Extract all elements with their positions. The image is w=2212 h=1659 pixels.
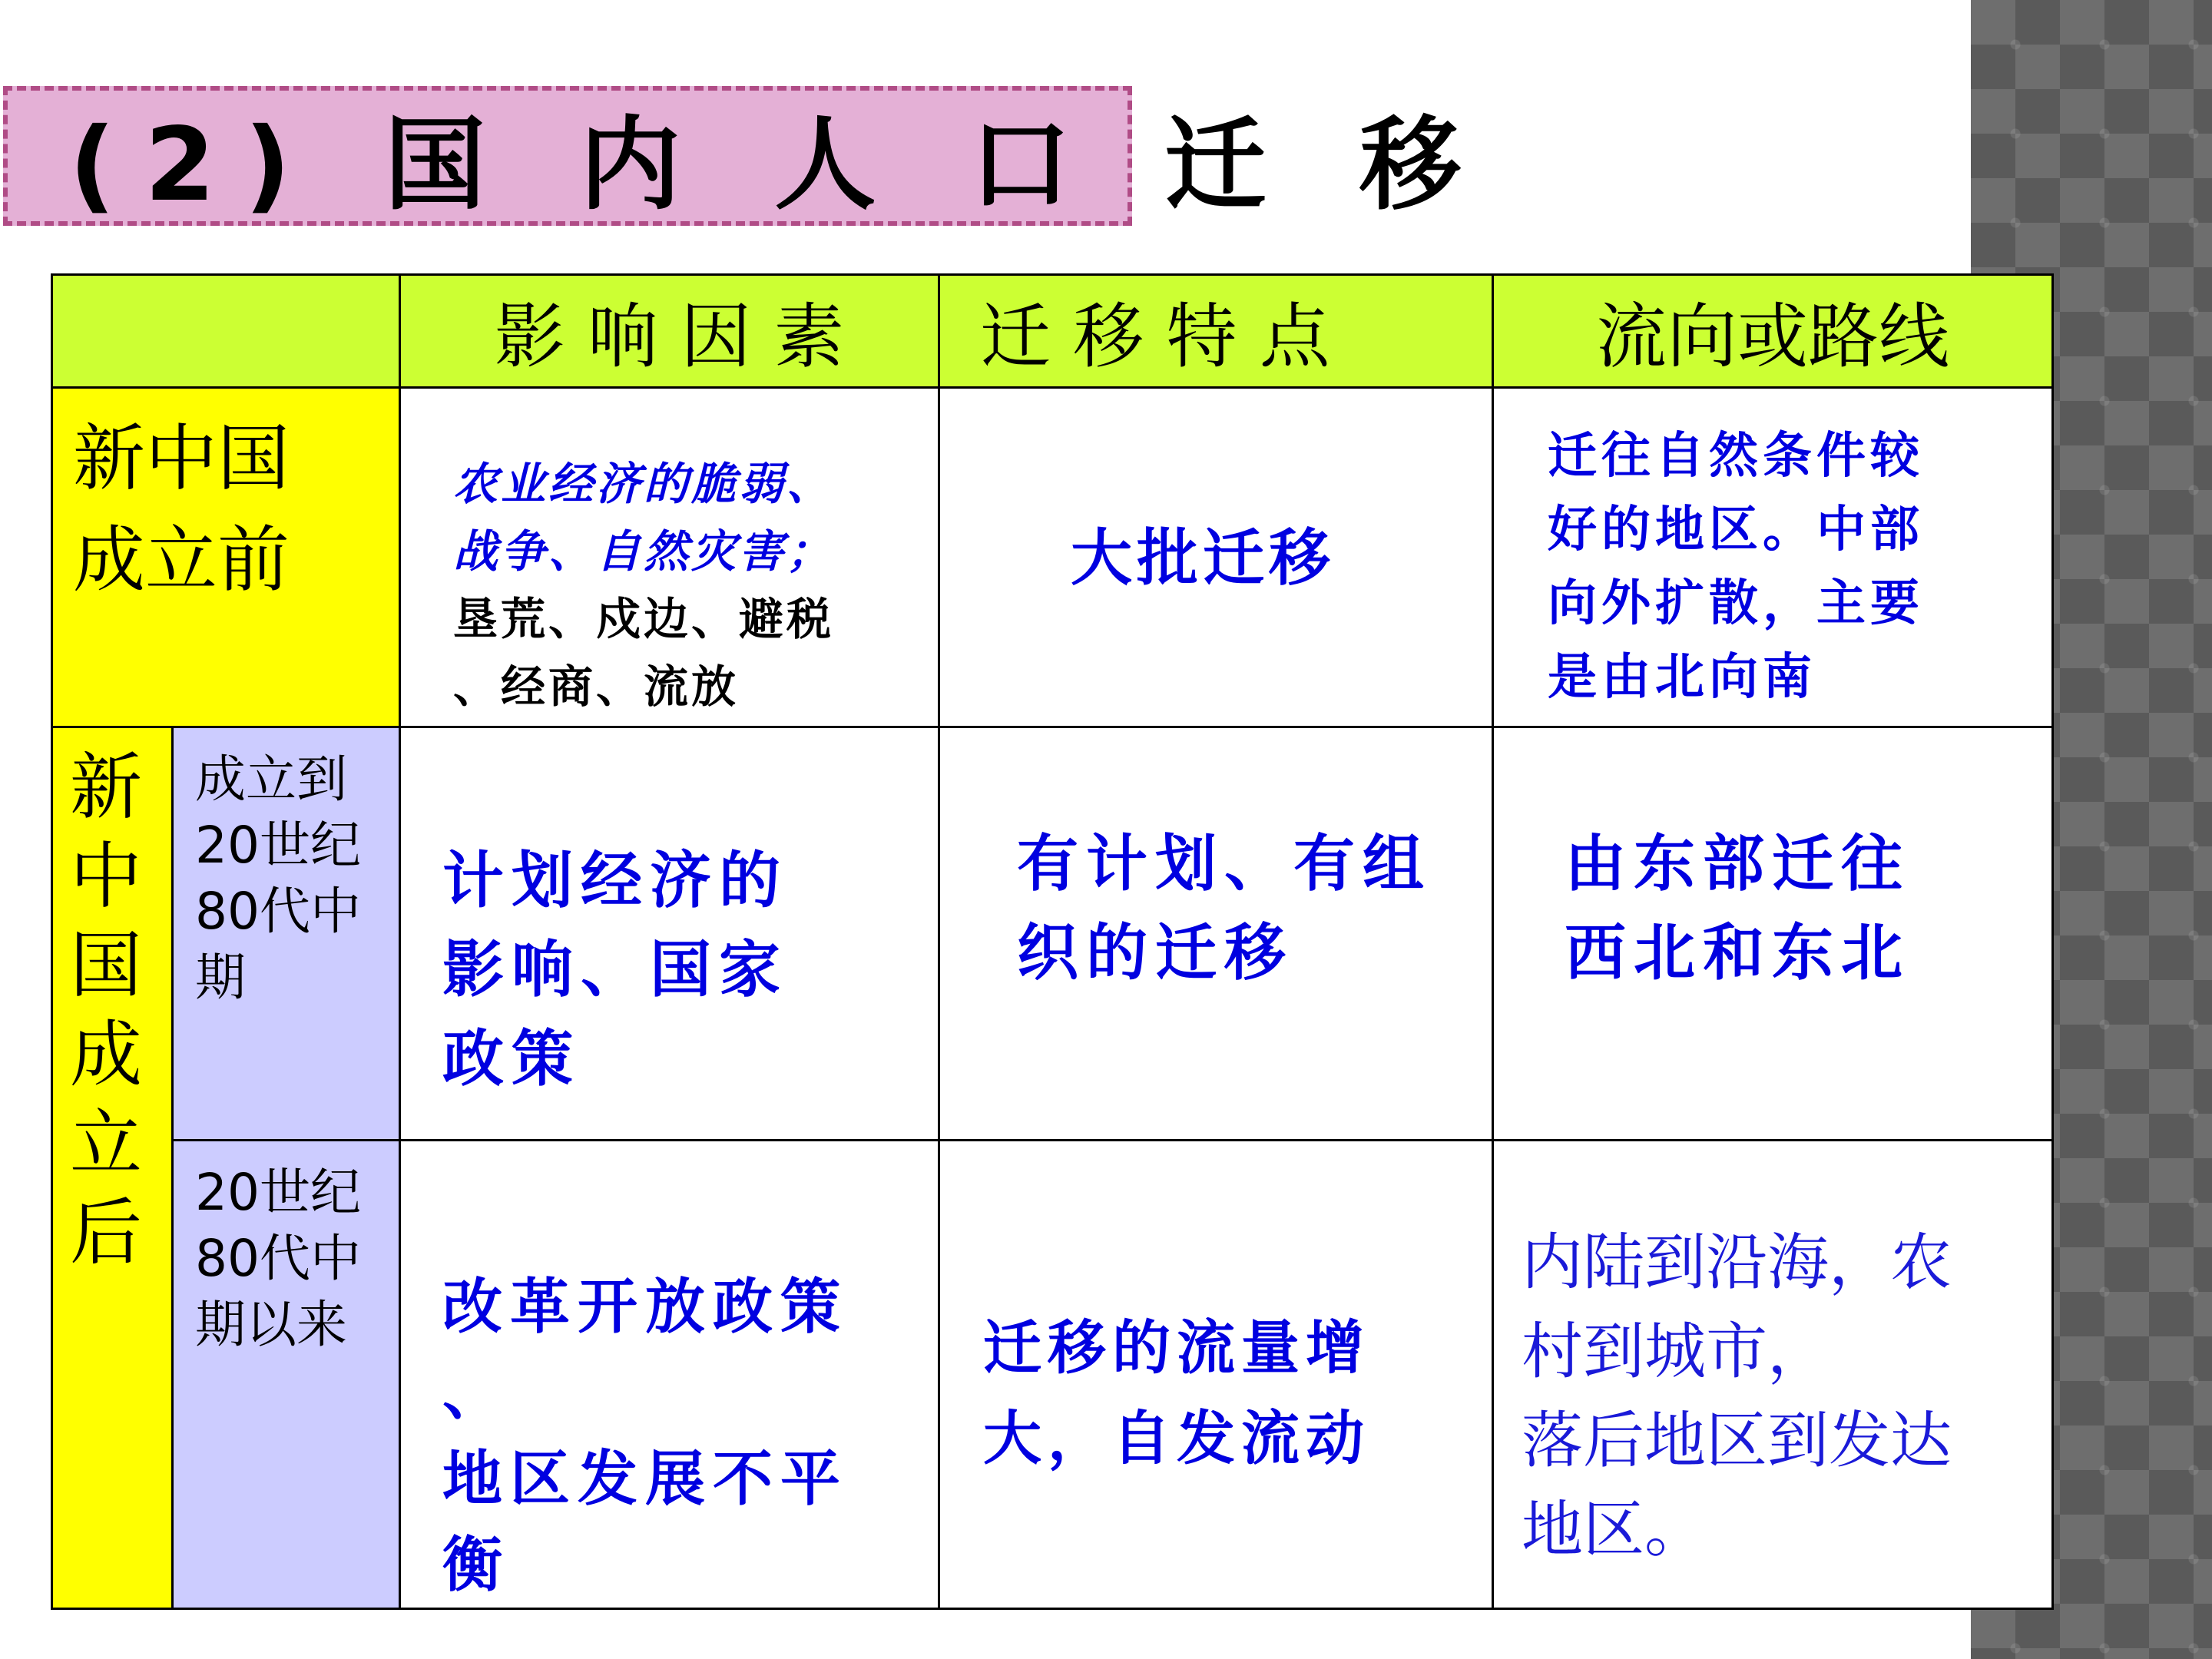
row-pre-factors-black: 垦荒、戍边、避税 、经商、流放 xyxy=(453,593,835,713)
row-post-label-cell xyxy=(51,726,174,1610)
period2-direction-cell xyxy=(1492,1139,2054,1610)
period1-features-cell xyxy=(938,726,1494,1141)
period2-label: 20世纪 80代中 期以来 xyxy=(195,1163,361,1354)
period2-features: 迁移的流量增 大，自发流动 xyxy=(983,1313,1370,1472)
period1-factors: 计划经济的 影响、国家 政策 xyxy=(442,844,788,1094)
header-factors xyxy=(399,273,940,389)
page-title: (2) 国 内 人 口 迁 移 xyxy=(69,106,1491,224)
row-pre-direction: 迁往自然条件较 好的地区。中部 向外扩散，主要 是由北向南 xyxy=(1548,427,1924,706)
period1-factors-cell xyxy=(399,726,940,1141)
row-pre-direction-cell xyxy=(1492,386,2054,728)
row-pre-label-cell xyxy=(51,386,401,728)
header-features xyxy=(938,273,1494,389)
period2-features-cell xyxy=(938,1139,1494,1610)
header-empty-cell xyxy=(51,273,401,389)
header-factors-label: 影 响 因 素 xyxy=(494,296,845,378)
migration-table xyxy=(51,273,2054,1610)
period1-direction-cell xyxy=(1492,726,2054,1141)
title-banner xyxy=(3,86,1491,226)
period2-label-cell xyxy=(171,1139,401,1610)
row-pre-features: 大批迁移 xyxy=(1071,522,1335,594)
period1-direction: 由东部迁往 西北和东北 xyxy=(1565,827,1910,988)
period1-features: 有计划、有组 织的迁移 xyxy=(1017,827,1432,988)
row-pre-factors-blue: 农业经济的脆弱、 战争、自然灾害； xyxy=(453,458,835,578)
header-features-label: 迁 移 特 点 xyxy=(980,296,1330,378)
row-pre-features-cell xyxy=(938,386,1494,728)
period2-direction: 内陆到沿海，农 村到城市， 落后地区到发达 地区。 xyxy=(1522,1227,1952,1565)
period1-label: 成立到 20世纪 80代中 期 xyxy=(195,750,361,1007)
row-pre-factors-cell xyxy=(399,386,940,728)
row-post-label: 新 中 国 成 立 后 xyxy=(70,746,143,1275)
period1-label-cell xyxy=(171,726,401,1141)
header-direction-label: 流向或路线 xyxy=(1595,296,1949,378)
period2-factors: 改革开放政策 、 地区发展不平 衡 xyxy=(442,1272,849,1600)
header-direction xyxy=(1492,273,2054,389)
period2-factors-cell xyxy=(399,1139,940,1610)
row-pre-label: 新中国 成立前 xyxy=(73,417,290,602)
